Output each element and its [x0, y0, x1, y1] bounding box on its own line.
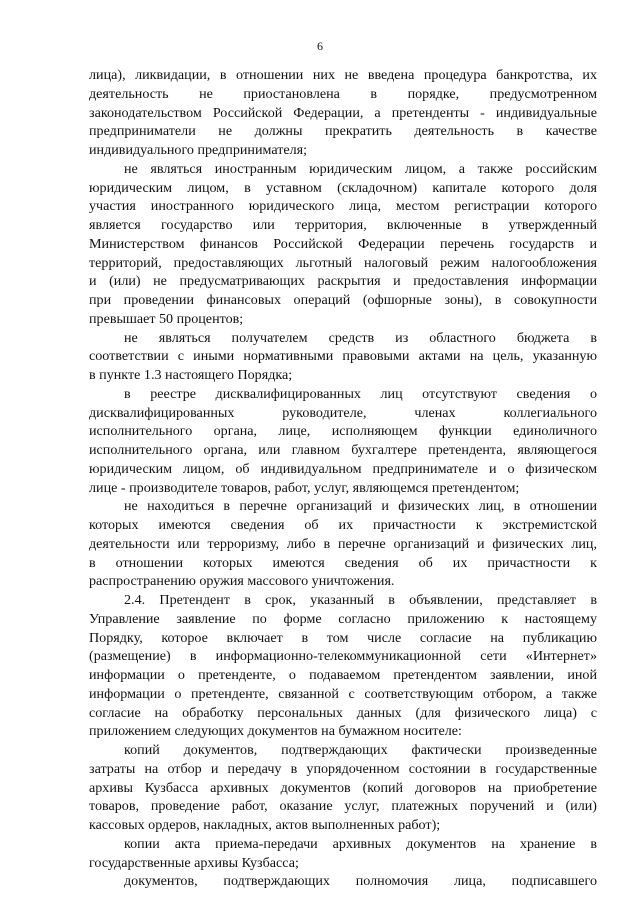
- text-line: деятельность не приостановлена в порядке, предусмотренном: [89, 85, 597, 102]
- text-line: архивы Кузбасса архивных документов (копий договоров на приобретение: [89, 779, 597, 796]
- text-line: является государство или территория, включенные в утвержденный: [89, 217, 597, 233]
- text-line: территорий, предоставляющих льготный налоговый режим налогообложения: [89, 254, 597, 271]
- text-line: исполнительного органа, лице, исполняющем функции единоличного: [89, 423, 597, 440]
- text-line: исполнительного органа, или главном бухгалтере претендента, являющегося: [89, 442, 597, 458]
- text-line: в реестре дисквалифицированных лиц отсутствуют сведения о: [124, 385, 597, 402]
- text-line: в пункте 1.3 настоящего Порядка;: [89, 367, 293, 383]
- text-line: копий документов, подтверждающих фактически произведенные: [124, 742, 597, 758]
- text-line: юридическим лицом, об индивидуальном предпринимателе и о физическом: [89, 460, 597, 477]
- text-line: Управление заявление по форме согласно приложению к настоящему: [89, 610, 597, 627]
- document-body: [89, 66, 597, 891]
- text-line: кассовых ордеров, накладных, актов выполненных работ);: [89, 817, 441, 833]
- text-line: лице - производителе товаров, работ, услуг, являющемся претендентом;: [89, 479, 520, 496]
- text-line: лица), ликвидации, в отношении них не введена процедура банкротства, их: [89, 67, 597, 83]
- text-line: дисквалифицированных руководителе, членах коллегиального: [89, 404, 597, 421]
- text-line: участия иностранного юридического лица, местом регистрации которого: [89, 198, 597, 215]
- text-line: затраты на отбор и передачу в упорядоченном состоянии в государственные: [89, 760, 597, 777]
- text-line: превышает 50 процентов;: [89, 310, 244, 327]
- text-line: приложением следующих документов на бумажном носителе:: [89, 723, 462, 740]
- text-line: которых имеются сведения об их причастности к экстремистской: [89, 517, 597, 533]
- text-line: индивидуального предпринимателя;: [89, 142, 308, 158]
- text-line: деятельности или терроризму, либо в перечне организаций и физических лиц,: [89, 535, 597, 552]
- text-line: Министерством финансов Российской Федерации перечень государств и: [89, 235, 597, 252]
- text-line: Порядку, которое включает в том числе согласие на публикацию: [89, 629, 597, 646]
- text-line: информации о претенденте, связанной с соответствующим отбором, а также: [89, 685, 597, 702]
- text-line: информации о претенденте, о подаваемом претендентом заявлении, иной: [89, 667, 597, 683]
- text-line: копии акта приема-передачи архивных документов на хранение в: [124, 835, 597, 852]
- text-line: соответствии с иными нормативными правовыми актами на цель, указанную: [89, 348, 597, 365]
- text-line: законодательством Российской Федерации, а претенденты - индивидуальные: [89, 104, 597, 121]
- text-line: юридическим лицом, в уставном (складочном) капитале которого доля: [89, 179, 597, 196]
- text-line: не находиться в перечне организаций и физических лиц, в отношении: [124, 498, 597, 515]
- text-line: при проведении финансовых операций (офшорные зоны), в совокупности: [89, 292, 597, 308]
- text-line: в отношении которых имеются сведения об их причастности к: [89, 554, 597, 571]
- text-line: документов, подтверждающих полномочия лица, подписавшего: [124, 873, 597, 890]
- text-line: (размещение) в информационно-телекоммуникационной сети «Интернет»: [89, 648, 597, 665]
- text-line: и (или) не предусматривающих раскрытия и предоставления информации: [89, 273, 597, 290]
- text-line: 2.4. Претендент в срок, указанный в объявлении, представляет в: [124, 592, 597, 608]
- text-line: товаров, проведение работ, оказание услуг, платежных поручений и (или): [89, 798, 597, 815]
- text-line: предприниматели не должны прекратить деятельность в качестве: [89, 123, 597, 140]
- text-line: согласие на обработку персональных данных (для физического лица) с: [89, 704, 597, 721]
- text-line: распространению оружия массового уничтожения.: [89, 573, 395, 590]
- text-line: государственные архивы Кузбасса;: [89, 854, 299, 871]
- page-number: 6: [317, 39, 323, 53]
- text-line: не являться получателем средств из областного бюджета в: [124, 329, 597, 346]
- text-line: не являться иностранным юридическим лицом, а также российским: [124, 160, 597, 177]
